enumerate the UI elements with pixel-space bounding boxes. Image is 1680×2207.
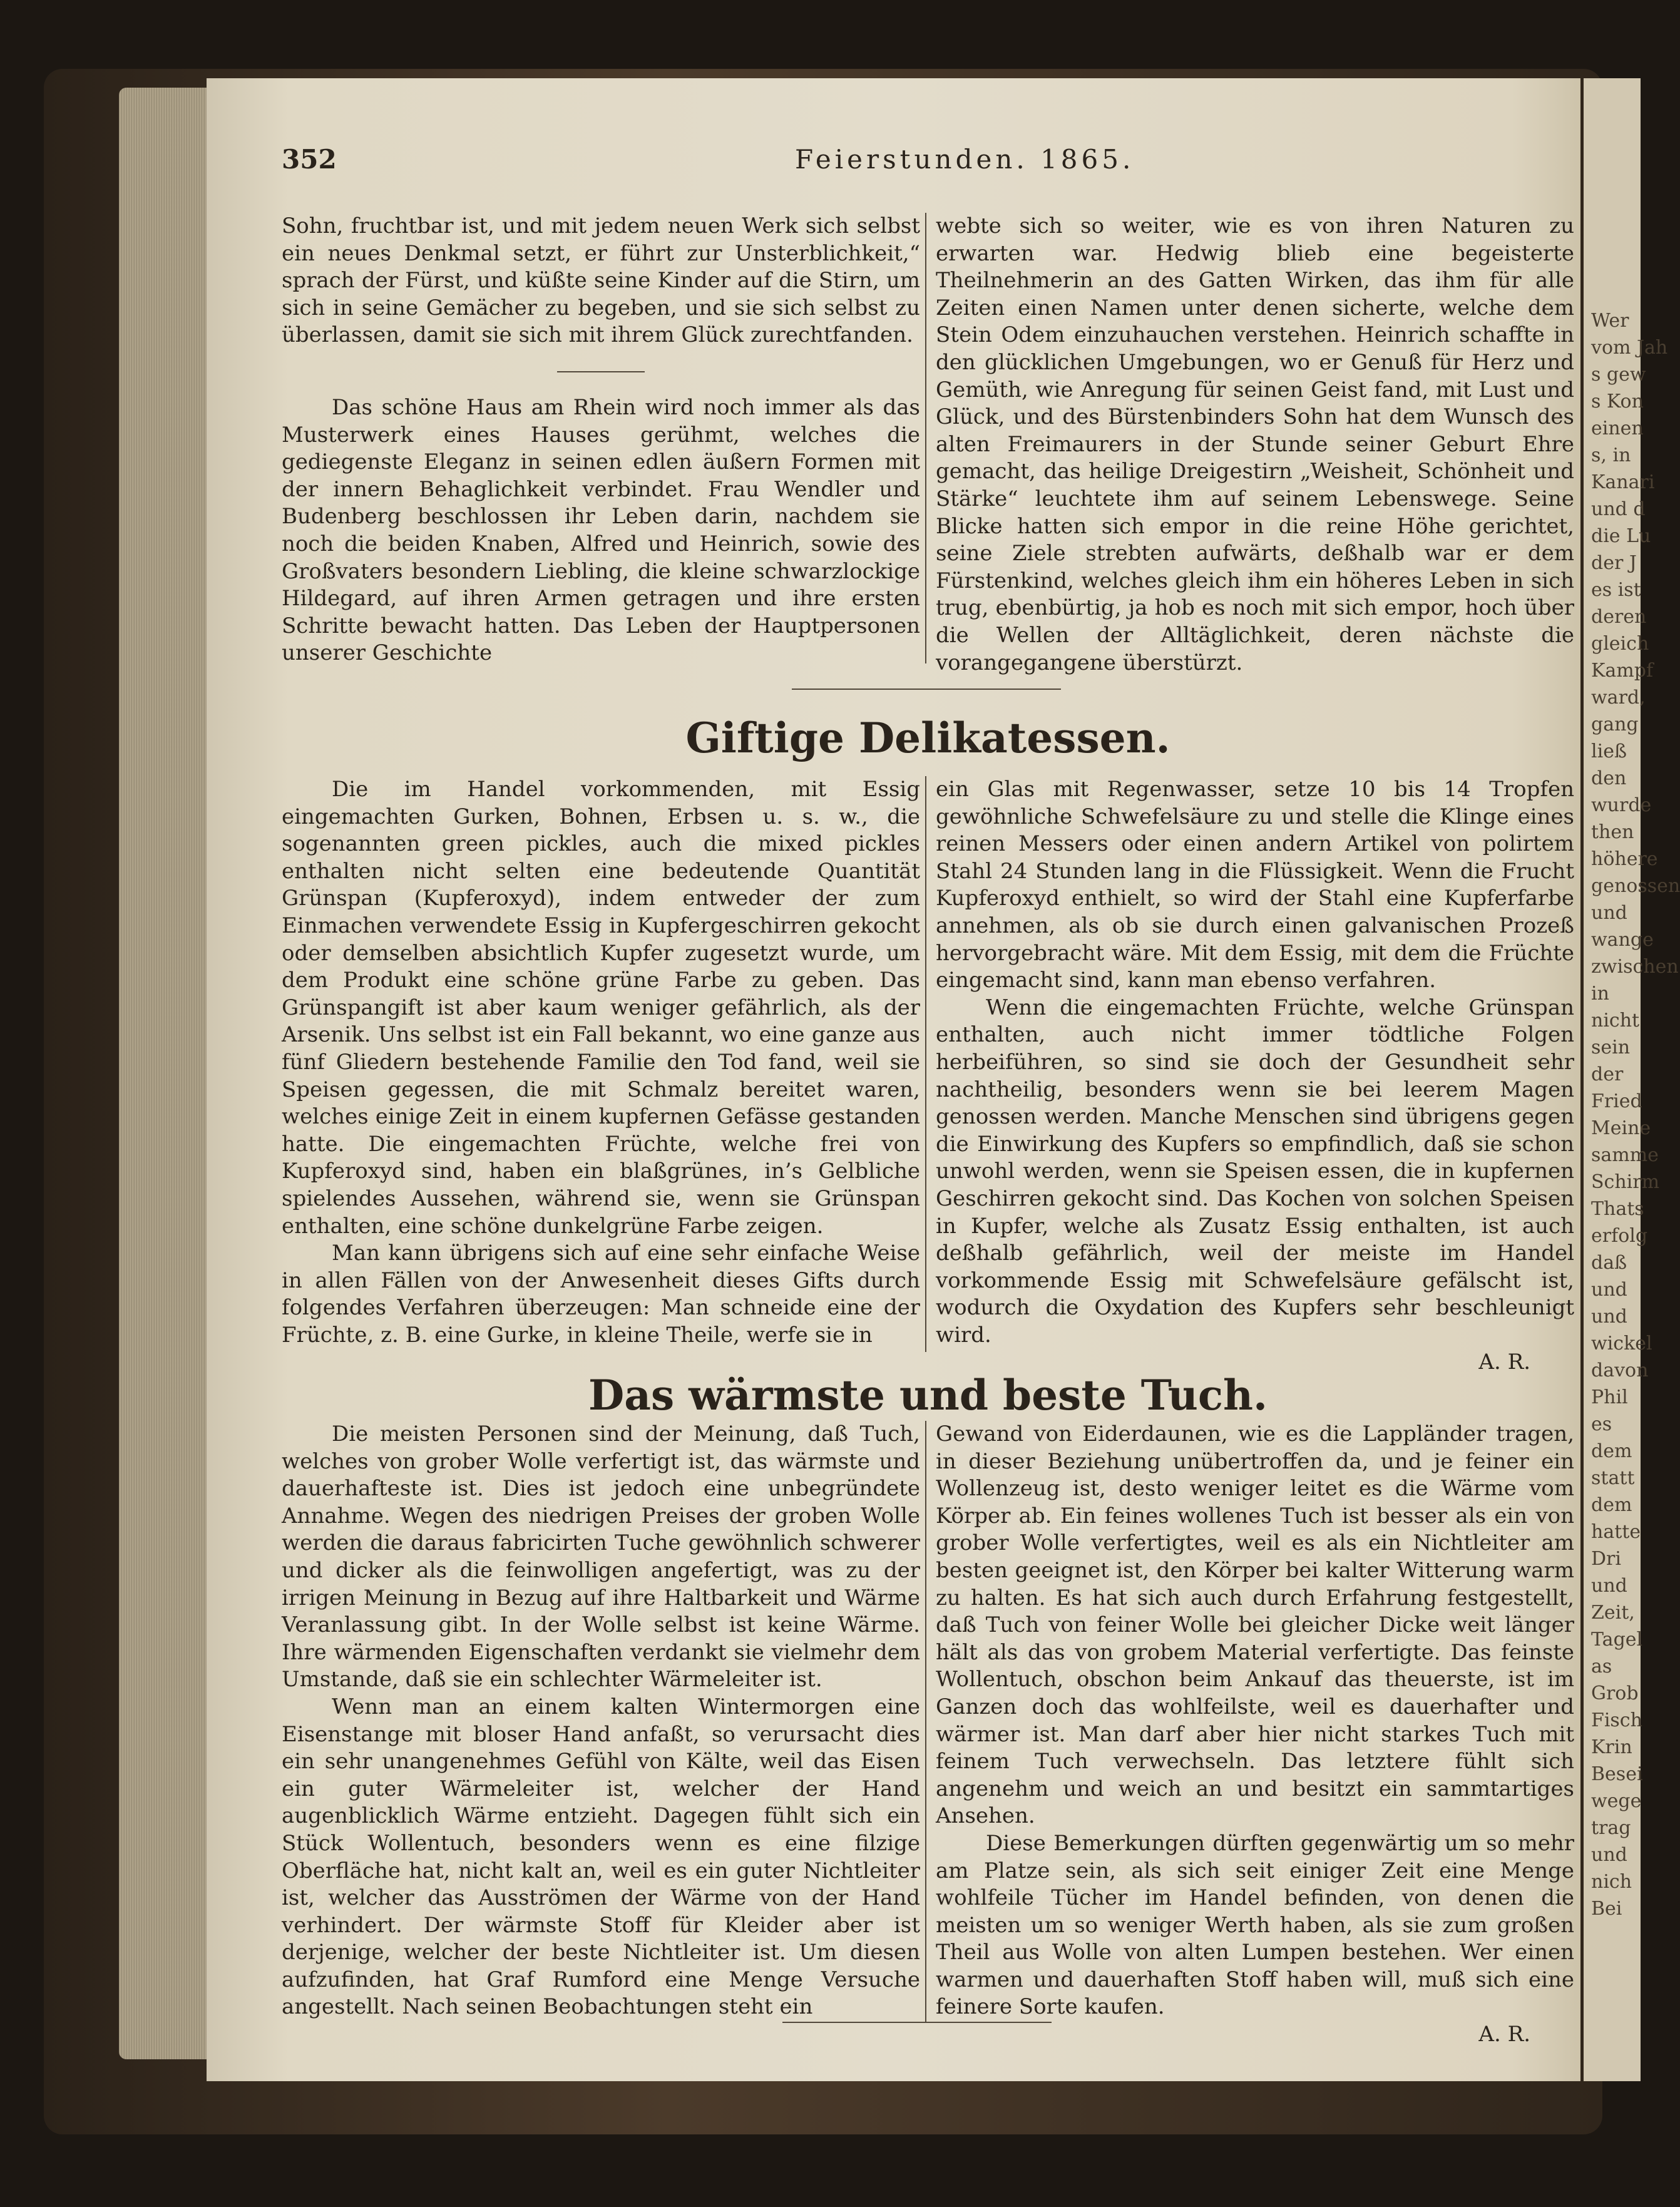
paragraph: Sohn, fruchtbar ist, und mit jedem neuen Werk sich selbst ein neues Denkmal setzt, er führt zur Unsterblichkeit,“ sprach der Fürst, und küßte seine Kinder auf die Stirn, um sich in seine Gemächer zu begeben, und sie sich selbst zu überlassen, damit sie sich mit ihrem Glück zurechtfanden. bbox=[282, 213, 920, 348]
next-page-fragment: Kanari bbox=[1591, 471, 1655, 493]
next-page-fragment: vom Jah bbox=[1591, 337, 1668, 359]
article1-left-column bbox=[282, 776, 920, 1349]
next-page-fragment: Kampf bbox=[1591, 660, 1654, 682]
next-page-fragment: und bbox=[1591, 1575, 1627, 1597]
column-rule bbox=[925, 1421, 926, 2022]
signature: A. R. bbox=[1478, 2022, 1530, 2047]
end-rule bbox=[782, 2022, 1052, 2023]
next-page-fragment: es ist bbox=[1591, 579, 1641, 601]
next-page-fragment: hatte bbox=[1591, 1521, 1641, 1543]
next-page-fragment: die Lu bbox=[1591, 525, 1651, 547]
next-page-fragment: es bbox=[1591, 1413, 1612, 1435]
next-page-fragment: dem bbox=[1591, 1440, 1632, 1462]
next-page-fragment: gleich bbox=[1591, 633, 1649, 655]
paragraph: Die meisten Personen sind der Meinung, daß Tuch, welches von grober Wolle verfertigt ist, das wärmste und dauerhafteste ist. Dies ist jedoch eine unbegründete Annahme. Wegen des niedrigen Preises der groben Wolle werden die daraus fabricirten Tuche gewöhnlich schwerer und dicker als die feinwolligen angefertigt, was zu der irrigen Meinung in Bezug auf ihre Haltbarkeit und Wärme Veranlassung gibt. In der Wolle selbst ist keine Wärme. Ihre wärmenden Eigenschaften verdankt sie vielmehr dem Umstande, daß sie ein schlechter Wärmeleiter ist. bbox=[282, 1421, 920, 1692]
next-page-fragment: Krin bbox=[1591, 1736, 1632, 1758]
next-page-fragment: gang bbox=[1591, 714, 1639, 735]
next-page-fragment: höhere bbox=[1591, 848, 1658, 870]
next-page-fragment: und bbox=[1591, 1306, 1627, 1328]
next-page-fragment: Schirm bbox=[1591, 1171, 1660, 1193]
next-page-fragment: Zeit, bbox=[1591, 1602, 1635, 1624]
next-page-fragment: Besei bbox=[1591, 1763, 1643, 1785]
paragraph: Die im Handel vorkommenden, mit Essig eingemachten Gurken, Bohnen, Erbsen u. s. w., die sogenannten green pickles, auch die mixed pickles enthalten nicht selten eine bedeutende Quantität Grünspan (Kupferoxyd), indem entweder der zum Einmachen verwendete Essig in Kupfergeschirren gekocht oder demselben absichtlich Kupfer zugesetzt wurde, um dem Produkt eine schöne grüne Farbe zu geben. Das Grünspangift ist aber kaum weniger gefährlich, als der Arsenik. Uns selbst ist ein Fall bekannt, wo eine ganze aus fünf Gliedern bestehende Familie den Tod fand, weil sie Speisen gegessen, die mit Schmalz bereitet waren, welches einige Zeit in einem kupfernen Gefässe gestanden hatte. Die eingemachten Früchte, welche frei von Kupferoxyd sind, haben ein blaßgrünes, in’s Gelbliche spielendes Aussehen, während sie, wenn sie Grünspan enthalten, eine schöne dunkelgrüne Farbe zeigen. bbox=[282, 777, 920, 1239]
next-page-fragment: wurde bbox=[1591, 794, 1652, 816]
next-page-fragment: in bbox=[1591, 983, 1609, 1005]
separator-rule bbox=[792, 689, 1061, 690]
next-page-fragment: s gew bbox=[1591, 364, 1646, 386]
paragraph: Man kann übrigens sich auf eine sehr einfache Weise in allen Fällen von der Anwesenheit dieses Gifts durch folgendes Verfahren überzeugen: Man schneide eine der Früchte, z. B. eine Gurke, in kleine Theile, werfe sie in bbox=[282, 1241, 920, 1348]
next-page-fragment: Fried bbox=[1591, 1090, 1642, 1112]
column-rule bbox=[925, 776, 926, 1352]
paragraph: Wenn die eingemachten Früchte, welche Grünspan enthalten, auch nicht immer tödtliche Folgen herbeiführen, so sind sie doch der Gesundheit sehr nachtheilig, besonders wenn sie bei leerem Magen genossen werden. Manche Menschen sind übrigens gegen die Einwirkung des Kupfers so empfindlich, daß sie schon unwohl werden, wenn sie Speisen essen, die in kupfernen Geschirren gekocht sind. Das Kochen von solchen Speisen in Kupfer, welche als Zusatz Essig enthalten, ist auch deßhalb gefährlich, weil der meiste im Handel vorkommende Essig mit Schwefelsäure gefälscht ist, wodurch die Oxydation des Kupfers sehr beschleunigt wird. bbox=[936, 995, 1574, 1348]
next-page-fragment: sein bbox=[1591, 1037, 1631, 1058]
next-page-fragment: ließ bbox=[1591, 740, 1627, 762]
next-page-fragment: as bbox=[1591, 1656, 1612, 1677]
next-page-fragment: genossen bbox=[1591, 875, 1680, 897]
paragraph: Wenn man an einem kalten Wintermorgen eine Eisenstange mit bloser Hand anfaßt, so verursacht dies ein sehr unangenehmes Gefühl von Kälte, weil das Eisen ein guter Wärmeleiter ist, welcher der Hand augenblicklich Wärme entzieht. Dagegen fühlt sich ein Stück Wollentuch, besonders wenn es eine filzige Oberfläche hat, nicht kalt an, weil es ein guter Nichtleiter ist, welcher das Ausströmen der Wärme von der Hand verhindert. Der wärmste Stoff für Kleider aber ist derjenige, welcher der beste Nichtleiter ist. Um diesen aufzufinden, hat Graf Rumford eine Menge Versuche angestellt. Nach seinen Beobachtungen steht ein bbox=[282, 1694, 920, 2020]
paragraph: Das schöne Haus am Rhein wird noch immer als das Musterwerk eines Hauses gerühmt, welches die gediegenste Eleganz in seinen edlen äußern Formen mit der innern Behaglichkeit verbindet. Frau Wendler und Budenberg beschlossen ihr Leben darin, nachdem sie noch die beiden Knaben, Alfred und Heinrich, sowie des Großvaters besondern Liebling, die kleine schwarzlockige Hildegard, auf ihren Armen getragen und ihre ersten Schritte bewacht hatten. Das Leben der Hauptpersonen unserer Geschichte bbox=[282, 394, 920, 666]
next-page-fragment: und bbox=[1591, 1844, 1627, 1866]
next-page-fragment: der bbox=[1591, 1063, 1624, 1085]
next-page-fragment: Thats bbox=[1591, 1198, 1644, 1220]
next-page-fragment: statt bbox=[1591, 1467, 1635, 1489]
story-end-right-column bbox=[936, 213, 1574, 677]
article-title-das-waermste-und-beste-tuch: Das wärmste und beste Tuch. bbox=[588, 1371, 1268, 1420]
next-page-fragment: Wer bbox=[1591, 310, 1629, 332]
next-page-edge bbox=[1584, 78, 1680, 2081]
next-page-fragment: und bbox=[1591, 1279, 1627, 1301]
page-edges bbox=[119, 88, 213, 2059]
paragraph: webte sich so weiter, wie es von ihren Naturen zu erwarten war. Hedwig blieb eine begeisterte Theilnehmerin an des Gatten Wirken, das ihm für alle Zeiten einen Namen unter denen sicherte, welche dem Stein Odem einzuhauchen verstehen. Heinrich schaffte in den glücklichen Umgebungen, wo er Genuß für Herz und Gemüth, wie Anregung für seinen Geist fand, mit Lust und Glück, und des Bürstenbinders Sohn hat dem Wunsch des alten Freimaurers in der Stunde seiner Geburt Ehre gemacht, das heilige Dreigestirn „Weisheit, Schönheit und Stärke“ leuchtete ihm auf seinem Lebenswege. Seine Blicke hatten sich empor in die reine Höhe gerichtet, seine Ziele strebten aufwärts, deßhalb war er dem Fürstenkind, welches gleich ihm ein höheres Leben in sich trug, ebenbürtig, ja hob es noch mit sich empor, hoch über die Wellen der Alltäglichkeit, deren nächste die vorangegangene überstürzt. bbox=[936, 213, 1574, 675]
next-page-fragment: nich bbox=[1591, 1871, 1632, 1893]
article2-left-column bbox=[282, 1421, 920, 2021]
next-page-fragment: erfolg bbox=[1591, 1225, 1648, 1247]
next-page-fragment: wege bbox=[1591, 1790, 1642, 1812]
next-page-fragment: s, in bbox=[1591, 444, 1631, 466]
next-page-fragment: Dri bbox=[1591, 1548, 1621, 1570]
paragraph: Gewand von Eiderdaunen, wie es die Lappländer tragen, in dieser Beziehung unübertroffen da, und je feiner ein Wollenzeug ist, desto weniger leitet es die Wärme vom Körper ab. Ein feines wollenes Tuch ist besser als ein von grober Wolle verfertigtes, weil es als ein Nichtleiter am besten geeignet ist, den Körper bei kalter Witterung warm zu halten. Es hat sich auch durch Erfahrung festgestellt, daß Tuch von feiner Wolle bei gleicher Dicke weit länger hält als das von grobem Material verfertigte. Das feinste Wollentuch, obschon beim Ankauf das theuerste, ist im Ganzen doch das wohlfeilste, weil es dauerhafter und wärmer ist. Man darf aber hier nicht starkes Tuch mit feinem Tuch verwechseln. Das letztere fühlt sich angenehm und weich an und besitzt ein sammtartiges Ansehen. bbox=[936, 1421, 1574, 1829]
column-rule bbox=[925, 213, 926, 663]
next-page-fragment: trag bbox=[1591, 1817, 1631, 1839]
next-page-fragment: Grob bbox=[1591, 1682, 1639, 1704]
next-page-fragment: s Kon bbox=[1591, 391, 1644, 412]
next-page-fragment: den bbox=[1591, 767, 1627, 789]
next-page-fragment: und d bbox=[1591, 498, 1646, 520]
page-number: 352 bbox=[282, 144, 337, 175]
story-end-left-column bbox=[282, 213, 920, 667]
next-page-fragment: Tagel bbox=[1591, 1629, 1643, 1651]
next-page-fragment: Phil bbox=[1591, 1386, 1628, 1408]
next-page-fragment: der J bbox=[1591, 552, 1637, 574]
next-page-fragment: wange bbox=[1591, 929, 1654, 951]
next-page-fragment: samme bbox=[1591, 1144, 1659, 1166]
next-page-fragment: ward, bbox=[1591, 687, 1646, 709]
next-page-fragment: einen bbox=[1591, 417, 1644, 439]
article-title-giftige-delikatessen: Giftige Delikatessen. bbox=[685, 714, 1170, 762]
article1-right-column bbox=[936, 776, 1574, 1376]
next-page-fragment: wickel bbox=[1591, 1333, 1652, 1354]
next-page-fragment: daß bbox=[1591, 1252, 1627, 1274]
signature: A. R. bbox=[1478, 1349, 1530, 1375]
next-page-fragment: Meine bbox=[1591, 1117, 1651, 1139]
next-page-fragment: then bbox=[1591, 821, 1634, 843]
paragraph: Diese Bemerkungen dürften gegenwärtig um so mehr am Platze sein, als sich seit einiger Zeit eine Menge wohlfeile Tücher im Handel befinden, von denen die meisten um so weniger Werth haben, als sie zum großen Theil aus Wolle von alten Lumpen bestehen. Wer einen warmen und dauerhaften Stoff haben will, muß sich eine feinere Sorte kaufen. bbox=[936, 1830, 1574, 2020]
next-page-fragment: Bei bbox=[1591, 1898, 1622, 1920]
next-page-fragment: zwischen bbox=[1591, 956, 1679, 978]
next-page-fragment: nicht bbox=[1591, 1010, 1640, 1032]
running-head: Feierstunden. 1865. bbox=[795, 144, 1135, 175]
next-page-fragment: und bbox=[1591, 902, 1627, 924]
next-page-fragment: dem bbox=[1591, 1494, 1632, 1516]
article2-right-column bbox=[936, 1421, 1574, 2049]
next-page-fragment: deren bbox=[1591, 606, 1647, 628]
next-page-fragment: Fisch bbox=[1591, 1709, 1642, 1731]
section-divider bbox=[557, 371, 645, 372]
next-page-fragment: davon bbox=[1591, 1360, 1649, 1381]
paragraph: ein Glas mit Regenwasser, setze 10 bis 14 Tropfen gewöhnliche Schwefelsäure zu und stelle die Klinge eines reinen Messers oder einen andern Artikel von polirtem Stahl 24 Stunden lang in die Flüssigkeit. Wenn die Frucht Kupferoxyd enthielt, so wird der Stahl eine Kupferfarbe annehmen, als ob sie durch einen galvanischen Prozeß hervorgebracht wäre. Mit dem Essig, mit dem die Früchte eingemacht sind, kann man ebenso verfahren. bbox=[936, 777, 1574, 993]
